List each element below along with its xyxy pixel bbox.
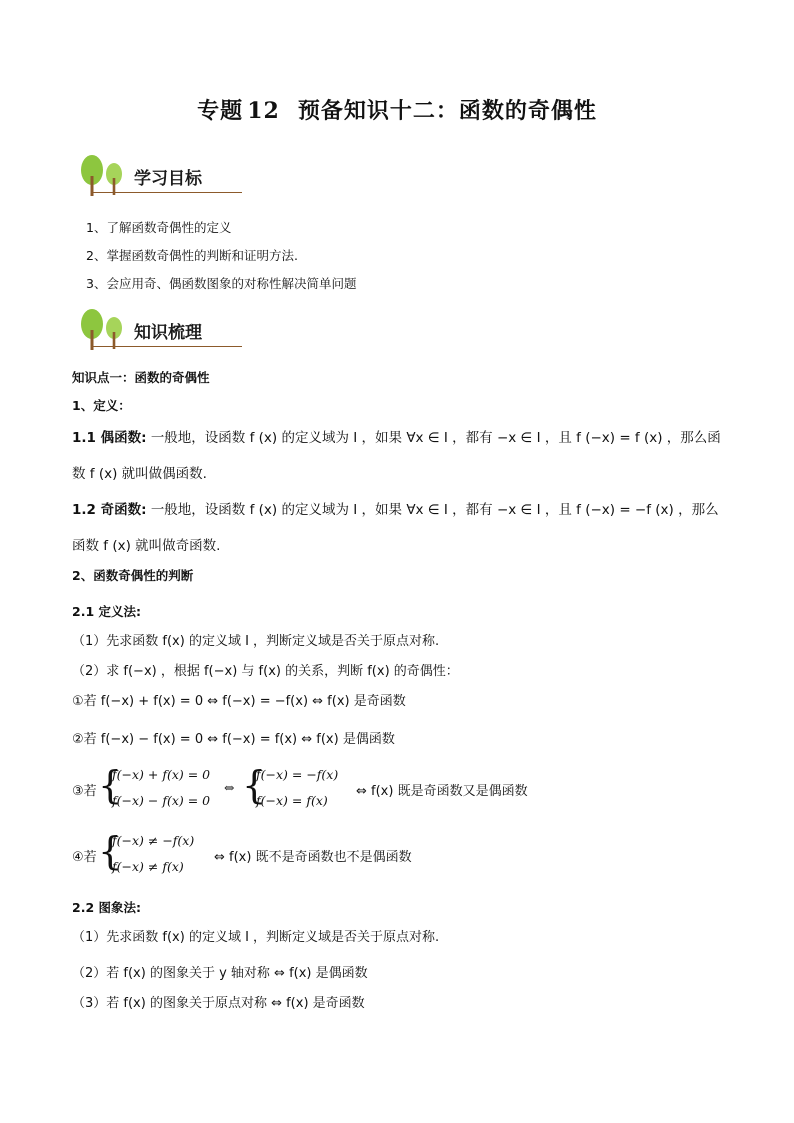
case4-tail: ⇔ f(x) 既不是奇函数也不是偶函数 xyxy=(214,850,412,865)
even-condition: ②若 f(−x) − f(x) = 0 ⇔ f(−x) = f(x) ⇔ f(x) 是偶函数 xyxy=(72,732,395,747)
judgement-heading: 2、函数奇偶性的判断 xyxy=(72,568,194,583)
definition-method-heading: 2.1 定义法: xyxy=(72,604,141,619)
section-label: 学习目标 xyxy=(134,169,202,189)
section-underline xyxy=(92,346,242,347)
knowledge-point-heading: 知识点一：函数的奇偶性 xyxy=(72,370,210,385)
section-header-knowledge xyxy=(78,306,248,352)
left-brace: { xyxy=(98,829,123,873)
goal-item: 3、会应用奇、偶函数图象的对称性解决简单问题 xyxy=(86,276,357,291)
goal-item: 2、掌握函数奇偶性的判断和证明方法. xyxy=(86,248,298,263)
even-line-1: 一般地，设函数 f (x) 的定义域为 I ，如果 ∀x ∈ I ，都有 −x ∈ I ，且 f (−x) = f (x) ，那么函 xyxy=(150,430,721,446)
case3-tail: ⇔ f(x) 既是奇函数又是偶函数 xyxy=(356,784,528,799)
system-ineq: f(−x) ≠ f(x) xyxy=(112,859,184,874)
goal-item: 1、了解函数奇偶性的定义 xyxy=(86,220,232,235)
section-header-learning-goals xyxy=(78,152,248,198)
even-label: 1.1 偶函数: xyxy=(72,430,147,446)
method2-step2: （2）若 f(x) 的图象关于 y 轴对称 ⇔ f(x) 是偶函数 xyxy=(72,966,368,981)
odd-condition: ①若 f(−x) + f(x) = 0 ⇔ f(−x) = −f(x) ⇔ f(x) 是奇函数 xyxy=(72,694,406,709)
iff-arrow: ⇔ xyxy=(224,780,235,795)
odd-line-1: 一般地，设函数 f (x) 的定义域为 I ，如果 ∀x ∈ I ，都有 −x ∈ I ，且 f (−x) = −f (x) ，那么 xyxy=(150,502,719,518)
title-text: 预备知识十二：函数的奇偶性 xyxy=(297,99,597,124)
odd-function-definition xyxy=(72,498,719,518)
case3-prefix: ③若 xyxy=(72,784,97,799)
even-line-2: 数 f (x) 就叫做偶函数. xyxy=(72,466,207,482)
title-prefix: 专题 xyxy=(197,99,244,124)
title-number: 12 xyxy=(247,98,280,124)
method1-step2: （2）求 f(−x) ，根据 f(−x) 与 f(x) 的关系，判断 f(x) 的奇偶性： xyxy=(72,664,459,679)
page-title xyxy=(0,94,794,125)
method1-step1: （1）先求函数 f(x) 的定义域 I ，判断定义域是否关于原点对称. xyxy=(72,634,440,649)
section-label: 知识梳理 xyxy=(134,323,202,343)
system-eq: f(−x) − f(x) = 0 xyxy=(112,793,211,808)
odd-label: 1.2 奇函数: xyxy=(72,502,147,518)
method2-step3: （3）若 f(x) 的图象关于原点对称 ⇔ f(x) 是奇函数 xyxy=(72,996,365,1011)
graph-method-heading: 2.2 图象法: xyxy=(72,900,141,915)
system-ineq: f(−x) ≠ −f(x) xyxy=(112,833,195,848)
left-brace: { xyxy=(242,763,267,807)
system-eq: f(−x) = f(x) xyxy=(256,793,328,808)
case4-prefix: ④若 xyxy=(72,850,97,865)
system-eq: f(−x) = −f(x) xyxy=(256,767,339,782)
section-underline xyxy=(92,192,242,193)
even-function-definition xyxy=(72,426,721,446)
definition-heading: 1、定义： xyxy=(72,398,131,413)
left-brace: { xyxy=(98,763,123,807)
method2-step1: （1）先求函数 f(x) 的定义域 I ，判断定义域是否关于原点对称. xyxy=(72,930,440,945)
system-eq: f(−x) + f(x) = 0 xyxy=(112,767,211,782)
odd-line-2: 函数 f (x) 就叫做奇函数. xyxy=(72,538,221,554)
